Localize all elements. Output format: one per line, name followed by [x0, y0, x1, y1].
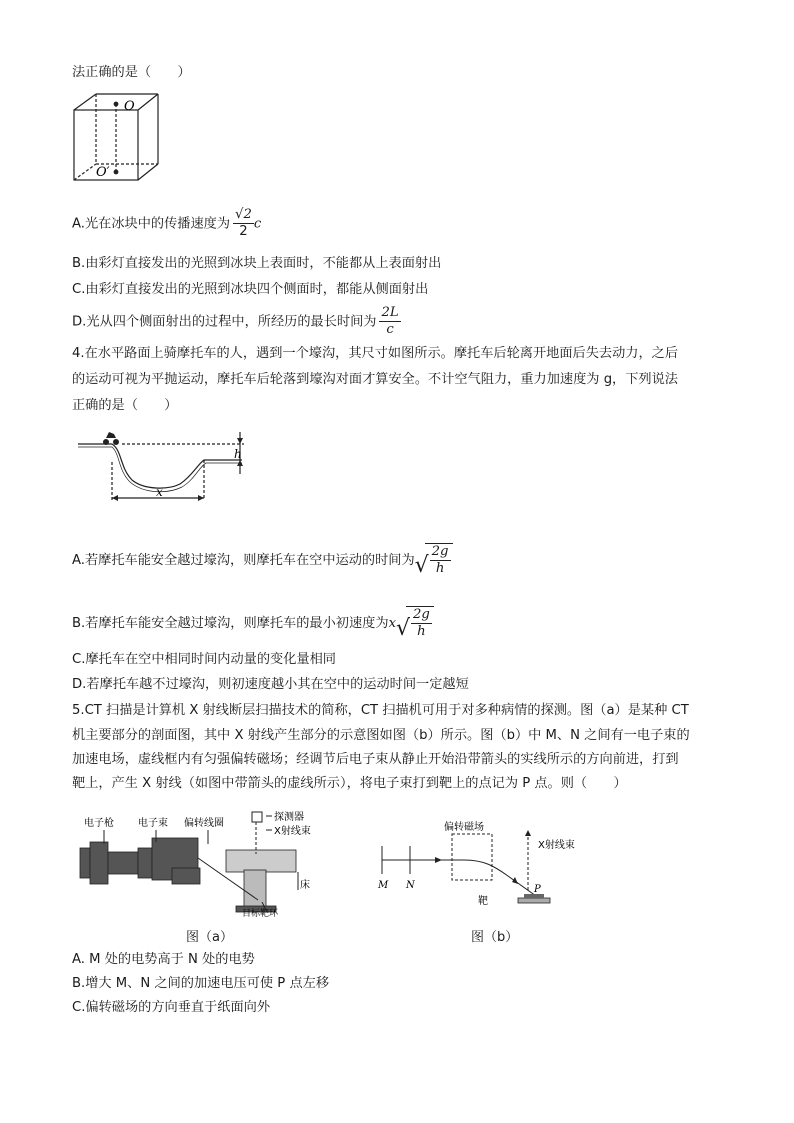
q3-stem-tail: 法正确的是（ ） — [72, 65, 191, 80]
label-bed: 床 — [300, 880, 310, 891]
label-deflection-coil: 偏转线圈 — [184, 818, 224, 829]
label-electron-beam: 电子束 — [138, 818, 168, 829]
q3-ice-cube-figure — [72, 92, 162, 184]
q5-figure-a-ct-scanner — [76, 808, 346, 918]
label-deflection-field: 偏转磁场 — [444, 822, 484, 833]
label-detector: 探测器 — [274, 812, 304, 823]
q3-option-d-fraction: $\frac{2L}{c}$ — [381, 305, 399, 337]
q3-option-a[interactable] — [72, 207, 261, 240]
q4-option-b-text: B.若摩托车能安全越过壕沟，则摩托车的最小初速度为 — [72, 616, 389, 631]
label-electron-gun: 电子枪 — [84, 818, 114, 829]
q3-option-d-text: D.光从四个侧面射出的过程中，所经历的最长时间为 — [72, 314, 377, 330]
q4-stem-line2: 的运动可视为平抛运动，摩托车后轮落到壕沟对面才算安全。不计空气阻力，重力加速度为 g，下列说法 — [72, 372, 678, 387]
label-target-ring: 目标靶环 — [242, 909, 279, 918]
q3-option-a-fraction: $\frac{√2}{2}$ — [235, 207, 252, 239]
q4-option-a[interactable] — [72, 543, 453, 577]
q3-option-a-text: A.光在冰块中的传播速度为 — [72, 216, 231, 232]
q5-option-c[interactable]: C.偏转磁场的方向垂直于纸面向外 — [72, 1000, 271, 1015]
q4-stem-line1: 4.在水平路面上骑摩托车的人，遇到一个壕沟，其尺寸如图所示。摩托车后轮离开地面后失去动力，之后 — [72, 346, 679, 361]
label-h: h — [234, 447, 242, 461]
q4-option-b-sqrt: √ $\frac{2g}{h}$ — [396, 606, 434, 640]
q4-ditch-figure — [76, 428, 256, 508]
q4-option-d[interactable]: D.若摩托车越不过壕沟，则初速度越小其在空中的运动时间一定越短 — [72, 677, 469, 692]
q5-option-b[interactable]: B.增大 M、N 之间的加速电压可使 P 点左移 — [72, 976, 330, 991]
motorcycle-icon — [103, 432, 119, 445]
label-O: O — [124, 99, 135, 114]
label-N: N — [406, 880, 415, 891]
q5-stem-line2: 机主要部分的剖面图，其中 X 射线产生部分的示意图如图（b）所示。图（b）中 M、N 之间有一电子束的 — [72, 728, 690, 743]
caption-figure-a: 图（a） — [186, 930, 233, 945]
label-O-prime: O′ — [96, 165, 110, 180]
q4-option-a-text: A.若摩托车能安全越过壕沟，则摩托车在空中运动的时间为 — [72, 553, 415, 568]
label-target: 靶 — [478, 896, 488, 907]
label-P: P — [534, 884, 541, 895]
q4-option-c[interactable]: C.摩托车在空中相同时间内动量的变化量相同 — [72, 652, 336, 667]
q3-option-c[interactable]: C.由彩灯直接发出的光照到冰块四个侧面时，都能从侧面射出 — [72, 282, 429, 297]
label-xray-beam-b: X射线束 — [538, 840, 575, 851]
label-x: x — [156, 485, 163, 499]
q5-figure-b-schematic — [374, 820, 604, 912]
q5-stem-line4: 靶上，产生 X 射线（如图中带箭头的虚线所示），将电子束打到靶上的点记为 P 点。则（ ） — [72, 776, 627, 791]
q3-option-d[interactable] — [72, 305, 401, 338]
caption-figure-b: 图（b） — [471, 930, 519, 945]
q4-option-b[interactable] — [72, 606, 434, 640]
q5-stem-line3: 加速电场，虚线框内有匀强偏转磁场；经调节后电子束从静止开始沿带箭头的实线所示的方向前进，打到 — [72, 752, 679, 767]
q4-option-a-sqrt: √ $\frac{2g}{h}$ — [415, 543, 453, 577]
label-xray-beam: X射线束 — [274, 826, 311, 837]
q3-option-b[interactable]: B.由彩灯直接发出的光照到冰块上表面时，不能都从上表面射出 — [72, 256, 442, 271]
label-M: M — [378, 880, 389, 891]
q5-stem-line1: 5.CT 扫描是计算机 X 射线断层扫描技术的简称，CT 扫描机可用于对多种病情的探测。图（a）是某种 CT — [72, 703, 689, 718]
q4-option-b-x: x — [388, 616, 396, 631]
q3-option-a-var: c — [253, 216, 262, 232]
q4-stem-line3: 正确的是（ ） — [72, 398, 178, 413]
q5-option-a[interactable]: A. M 处的电势高于 N 处的电势 — [72, 952, 255, 967]
